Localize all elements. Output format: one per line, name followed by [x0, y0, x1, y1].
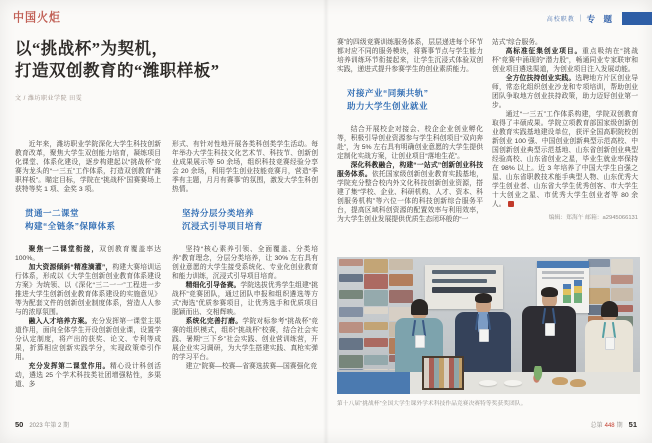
lanyard-strap [412, 320, 416, 336]
paragraph-text: 坚持“核心素养引领、全面覆盖、分类培养”教育理念，分层分类培养，让 30% 左右具有创业意愿的大学生接受系统化、专业化创业教育和能力训练，沉浸式引导项目培育。 [172, 246, 318, 280]
issue-total-suffix: 期 [616, 423, 623, 429]
subheading-line: 助力大学生创业就业 [347, 101, 429, 111]
article-end-mark [508, 201, 514, 207]
bread-item [552, 377, 568, 385]
folio-left [15, 420, 69, 429]
paragraph-text: 赛”的四级竞赛训练服务体系，层层递进每个环节都对应不同的服务模块，将赛事节点与学生能力培养训练环节衔接起来，让学生沉浸式体验双创实践，递进式提升参赛学生的创业素质能力。 [337, 39, 483, 73]
collage-tile [364, 290, 388, 306]
collage-tile [611, 288, 633, 301]
collage-tile [339, 259, 363, 266]
page-number-right: 51 [628, 420, 637, 429]
collage-tile [611, 259, 633, 274]
collage-tile [339, 274, 363, 282]
section-header [547, 12, 652, 25]
section-label: 高校职教 [546, 17, 575, 23]
issue-label: 2023 年第 2 期 [29, 423, 70, 429]
subheading-1 [25, 207, 161, 233]
title-line-1: 以“挑战杯”为契机， [15, 39, 169, 58]
paragraph-text: 建立“院赛—校赛—省赛选拔赛—国赛强化竞 [185, 363, 317, 370]
paragraph [337, 38, 483, 74]
collage-tile [364, 369, 388, 370]
section-color-block [622, 12, 652, 25]
person-torso [585, 320, 633, 376]
lanyard-strap [487, 314, 491, 330]
paragraph-lead: 精细化引导备赛。 [185, 282, 241, 289]
paragraph [15, 140, 161, 194]
magazine-logo: 中国火炬 [13, 10, 61, 26]
text-column-1 [15, 140, 161, 410]
lanyard-badge [545, 323, 555, 336]
paragraph-text: 通过“一三五”工作体系构建，学院双创教育取得了丰硕成果。学院立项教育部国家级创新创业教育实践基地建设单位，获评全国高职院校创新创业 100 强、中国创业创新典型示范高校、中国创新创业典型示范基地、山东省创新创业典型经验高校、山东省创业之星，毕业生就业率保持在 98% 以上。近 3 年培养了中国大学生自强之星、山东省职教技术能手典型人物、山东优秀大学生创业者、山东省大学生优秀创客、市大学生十大创业之星、市优秀大学生创业者等 80 余人。 [492, 111, 638, 208]
paragraph-lead: 加大资源倾斜“精准滴灌”， [28, 264, 113, 271]
paragraph-text: 结合开展校企对接会、校企企业创业孵化等，积极引导创业资源参与学生科创项目“双向奔赴”，为 5% 左右具有明确创业意愿的大学生提供定制化实战方案，让创业项目“落地生花”。 [337, 126, 483, 160]
plate [504, 380, 522, 386]
person-hair [601, 301, 618, 317]
flower-arrangement [531, 366, 545, 386]
paragraph [492, 110, 638, 209]
paragraph-lead: 聚焦一二课堂衔接， [28, 246, 100, 253]
paragraph [172, 245, 318, 281]
photo-frame [422, 356, 464, 390]
issue-total-label: 总第 [590, 423, 603, 429]
poster-title-line [432, 270, 496, 274]
paragraph-text: 重点吸纳在“挑战杯”竞赛中涌现的“潜力股”，畅通同业专家联审和创业项目遴选渠道，为创业项目注入发展动能。 [492, 48, 638, 73]
subheading-line: 坚持分层分类培养 [182, 208, 255, 218]
paragraph-lead: 系统化完善打磨。 [185, 318, 243, 325]
subheading-2 [182, 207, 318, 233]
paragraph [15, 362, 161, 389]
paragraph-lead: 全方位扶持创业实践。 [505, 75, 576, 82]
person-woman-right [585, 304, 633, 376]
lanyard-strap [612, 322, 616, 338]
paragraph [15, 317, 161, 362]
paragraph [15, 245, 161, 263]
paragraph [172, 281, 318, 317]
paragraph [492, 74, 638, 110]
paragraph-text: 依托国家级创新创业教育实践基地，学院充分整合校内外文化科技创新创业资源，搭建了集“学校、企业、科研机构、人才、资本、科创服务机构”等六位一体的科技创新综合服务平台，提高区域科创资源的配置效率与利用效率，为大学生创业发展提供优质生态闭环般的“一 [337, 171, 483, 223]
team-photo [337, 257, 640, 394]
article-title [15, 38, 315, 82]
collage-tile [588, 275, 610, 287]
lanyard-badge [479, 329, 489, 342]
collage-tile [364, 355, 388, 365]
paragraph-text: 构建大赛培训运行体系，形成以《大学生创新创业教育体系建设方案》为统领、以《深化“三二一一”工程进一步推进大学生创新创业教育体系建设的实施意见》等为配套文件的创新创业制度体系，营造人人参与的浓厚氛围。 [15, 264, 161, 316]
paragraph-text: 学院对标参考“挑战杯”竞赛的组织模式，组织“挑战杯”校赛，结合社会实践、暑期“三下乡”社会实践、创业营训练营，开展企业实习调研，为大学生搭建实践、真枪实弹的学习平台。 [172, 318, 318, 361]
paragraph-text: 选聘地方片区创业导师，常态化组织创业沙龙和专项培训，帮助创业团队争取地方创业扶持政策，助力迈好创业第一步。 [492, 75, 638, 109]
subheading-3 [347, 87, 483, 113]
person-man-center-right [522, 290, 576, 376]
table-skirt [337, 372, 410, 394]
subheading-line: 对接产业“同频共轨” [347, 88, 429, 98]
person-hair [541, 287, 558, 297]
lanyard-strap [422, 320, 426, 336]
collage-tile [339, 290, 363, 299]
poster-title-line [432, 279, 487, 283]
poster-header-bar [537, 261, 589, 268]
collage-tile [364, 338, 388, 347]
photo-frame-collage [424, 358, 462, 388]
lanyard-strap [602, 322, 606, 338]
lanyard-badge [605, 337, 615, 350]
paragraph [492, 47, 638, 74]
page-number-left: 50 [15, 420, 24, 429]
collage-tile [339, 307, 363, 317]
paragraph-text: 充分发挥第一课堂主渠道作用，面向全体学生开设创新创业课，设置学分认定制度，将产出的获奖、论文、专利等成果，折算相应创新实践学分，实现政策牵引作用。 [15, 318, 161, 361]
collage-tile [339, 338, 363, 350]
paragraph [15, 263, 161, 317]
poster-banner [432, 287, 496, 293]
photo-caption: 第十八届“挑战杯”全国大学生课外学术科技作品竞赛决赛特等奖获奖团队。 [337, 401, 527, 407]
subheading-line: 贯通一二课堂 [25, 208, 80, 218]
section-divider: | [579, 15, 582, 22]
collage-tile [339, 355, 363, 368]
collage-tile [389, 274, 413, 286]
collage-tile [389, 259, 413, 270]
text-column-4 [492, 38, 638, 210]
paragraph [492, 38, 638, 47]
article-title-block [15, 38, 315, 102]
lanyard-badge [415, 335, 425, 348]
text-column-3 [337, 38, 483, 252]
paragraph-text: 近年来，潍坊职业学院深化大学生科技创新教育改革，聚焦大学生双创能力培育，凝练项目化课堂、体系化建设，逐步构建起以“挑战杯”竞赛为龙头的“一三五”工作体系，打造双创教育“潍职样板”。瞄定目标，学院在“挑战杯”国赛赛场上获特等奖 1 项、金奖 3 项。 [15, 141, 161, 193]
paragraph [172, 317, 318, 362]
collage-tile [339, 369, 363, 370]
collage-tile [364, 259, 388, 273]
paragraph-text: 学院选拔优秀学生组建“挑战杯”竞赛团队，通过团队申报和组织遴选等方式“海选”优质参赛项目，让优秀选手和优质项目脱颖而出、交相辉映。 [172, 282, 318, 316]
person-hair [475, 293, 492, 303]
byline: 文 / 潍坊职业学院 田雯 [15, 96, 83, 102]
person-hair [411, 299, 428, 315]
issue-total-number: 448 [604, 423, 615, 429]
paragraph-text: 双创教育覆盖率达 100%。 [15, 246, 161, 262]
paragraph [172, 362, 318, 371]
paragraph-lead: 融入人才培养方案。 [28, 318, 92, 325]
section-tab-label: 专 题 [586, 13, 615, 24]
collage-tile [339, 322, 363, 333]
collage-tile [611, 275, 633, 284]
paragraph-lead: 深化科教融合，构建“一站式”创新创业科技服务体系。 [337, 162, 483, 178]
paragraph-text: 站式”综合服务。 [492, 39, 542, 46]
paragraph [337, 125, 483, 161]
paragraph [337, 161, 483, 224]
paragraph [172, 140, 318, 194]
subheading-line: 沉浸式引导项目培育 [182, 221, 264, 231]
page-fold [323, 0, 329, 443]
text-column-2 [172, 140, 318, 395]
bread-item [570, 379, 586, 387]
editor-credit: 编辑：郑海午 邮箱：a2945066131 [548, 215, 638, 221]
paragraph-text: 形式、有针对性地开展各类科创类学生活动。每年举办大学生科技文化艺术节、科技节、创新创业成果展示等 50 余场，组织科技竞赛经验分享会 20 余场，利用学生创业技能竞赛月，营造“季季有主题，月月有赛事”的氛围，激发大学生科创热情。 [172, 141, 318, 193]
lanyard-strap [552, 308, 556, 324]
lanyard-strap [475, 314, 479, 330]
paragraph-lead: 高标准征集创业项目。 [505, 48, 583, 55]
paragraph-lead: 充分发挥第二课堂作用。 [28, 363, 110, 370]
collage-tile [364, 322, 388, 330]
collage-tile [364, 307, 388, 314]
folio-right [591, 420, 637, 429]
title-line-2: 打造双创教育的“潍职样板” [15, 61, 220, 80]
subheading-line: 构建“全链条”保障体系 [25, 221, 116, 231]
paragraph-text: 精心设计科创活动，遴选 25 个学术科技类社团增强粘性，多渠道、多 [15, 363, 161, 388]
collage-tile [364, 274, 388, 289]
collage-tile [588, 259, 610, 267]
lanyard-strap [541, 308, 545, 324]
